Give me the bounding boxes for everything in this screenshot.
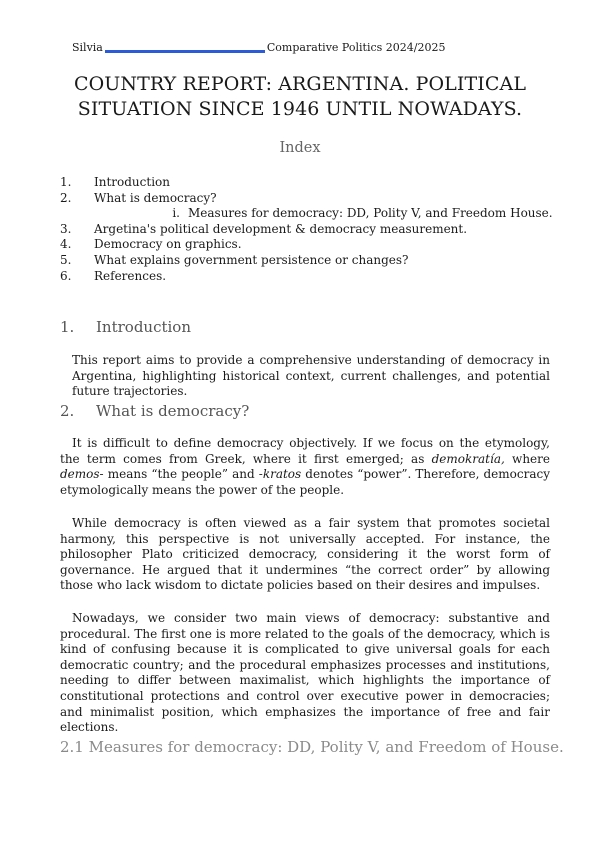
page-header bbox=[72, 37, 445, 54]
header-course: Comparative Politics 2024/2025 bbox=[266, 41, 446, 54]
index-item-text: References. bbox=[94, 268, 167, 283]
redacted-name bbox=[105, 37, 265, 53]
paragraph-text: denotes “power”. Therefore, democracy etymologically means the power of the people. bbox=[60, 467, 550, 497]
index-item bbox=[60, 175, 553, 191]
index-item bbox=[60, 253, 553, 269]
paragraph-text: It is difficult to define democracy objectively. If we focus on the etymology, the term comes from Greek, where it first emerged; as bbox=[60, 436, 550, 466]
index-item bbox=[60, 269, 553, 285]
term-demokratia: demokratía, bbox=[431, 451, 505, 466]
democracy-paragraph-1 bbox=[60, 436, 550, 498]
paragraph-text: Nowadays, we consider two main views of democracy: substantive and procedural. The first one is more related to the goals of the democracy, which is kind of confusing because it is complicated to give universal goals for each democratic country; and the procedural emphasizes processes and institutions, needing to differ between maximalist, which highlights the importance of constitutional protections and control over executive power in democracies; and minimalist position, which emphasizes the importance of free and fair elections. bbox=[60, 611, 550, 735]
index-item bbox=[60, 191, 553, 207]
index-item bbox=[60, 237, 553, 253]
paragraph-text: While democracy is often viewed as a fair system that promotes societal harmony, this perspective is not universally accepted. For instance, the philosopher Plato criticized democracy, considering it the worst form of governance. He argued that it undermines “the correct order” by allowing those who lack wisdom to dictate policies based on their desires and impulses. bbox=[60, 516, 550, 593]
index-item-text: Measures for democracy: DD, Polity V, and Freedom House. bbox=[188, 206, 553, 221]
paragraph-text: where bbox=[504, 451, 550, 466]
document-title bbox=[60, 72, 540, 122]
index-list bbox=[60, 175, 553, 284]
term-demos: demos- bbox=[60, 467, 104, 482]
section-title: What is democracy? bbox=[96, 402, 250, 420]
section-title: Introduction bbox=[96, 318, 191, 336]
section-number: 2. bbox=[60, 402, 75, 420]
index-heading: Index bbox=[279, 140, 321, 156]
section-heading-introduction bbox=[60, 318, 191, 336]
title-line-2: SITUATION SINCE 1946 UNTIL NOWADAYS. bbox=[77, 98, 523, 120]
paragraph-text: means “the people” and bbox=[103, 467, 259, 482]
section-heading-democracy bbox=[60, 402, 249, 420]
index-item-number: 6. bbox=[60, 268, 72, 283]
index-item-number: 3. bbox=[60, 221, 72, 236]
intro-paragraph bbox=[72, 353, 550, 400]
index-subitem bbox=[60, 206, 553, 222]
index-item-number: 4. bbox=[60, 237, 72, 252]
header-author: Silvia bbox=[72, 41, 103, 54]
index-item bbox=[60, 222, 553, 238]
democracy-paragraph-3 bbox=[60, 611, 550, 736]
index-item-number: 1. bbox=[60, 175, 72, 189]
section-number: 1. bbox=[60, 318, 75, 336]
index-item-text: Argetina's political development & democracy measurement. bbox=[94, 221, 468, 236]
index-item-text: What explains government persistence or changes? bbox=[94, 252, 409, 267]
index-item-number: i. bbox=[172, 206, 180, 221]
title-line-1: COUNTRY REPORT: ARGENTINA. POLITICAL bbox=[73, 73, 527, 95]
index-item-number: 5. bbox=[60, 252, 72, 267]
term-kratos: -kratos bbox=[258, 467, 302, 482]
index-item-number: 2. bbox=[60, 190, 72, 205]
index-item-text: What is democracy? bbox=[94, 190, 217, 205]
intro-text: This report aims to provide a comprehensive understanding of democracy in Argentina, highlighting historical context, current challenges, and potential future trajectories. bbox=[72, 353, 550, 399]
index-item-text: Democracy on graphics. bbox=[94, 237, 242, 252]
subsection-heading-measures: 2.1 Measures for democracy: DD, Polity V, and Freedom of House. bbox=[60, 738, 564, 756]
democracy-paragraph-2 bbox=[60, 516, 550, 594]
index-item-text: Introduction bbox=[94, 175, 170, 189]
